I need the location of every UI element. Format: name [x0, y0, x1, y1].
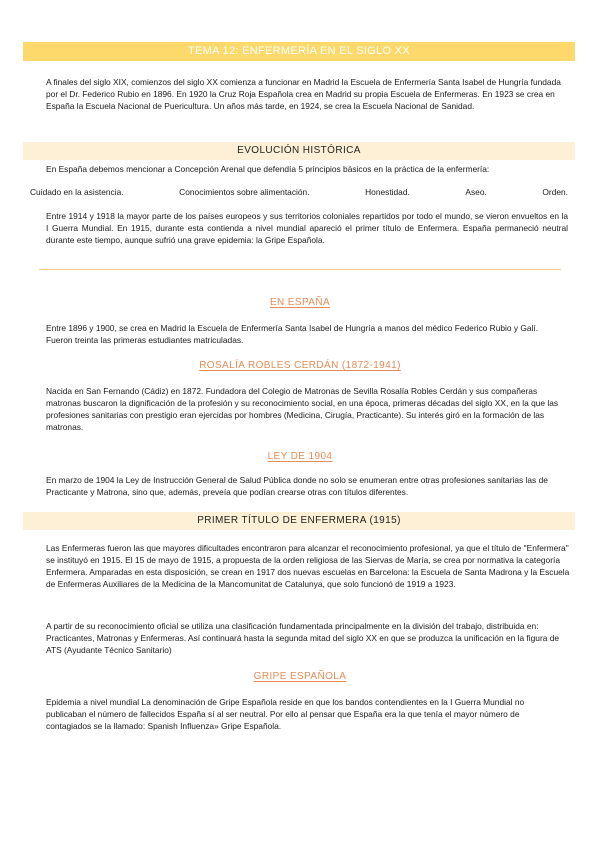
subheading-ley — [0, 450, 600, 463]
subheading-espana — [0, 296, 600, 309]
intro-paragraph: A finales del siglo XIX, comienzos del siglo XX comienza a funcionar en Madrid la Escuela de Enfermería Santa Isabel de Hungría fundada por el Dr. Federico Rubio en 1896. En 1920 la Cruz Roja Española crea en Madrid su propia Escuela de Enfermeras. En 1923 se crea en España la Escuela Nacional de Puericultura. Un años más tarde, en 1924, se crea la Escuela Nacional de Sanidad. — [46, 77, 561, 112]
section-heading-primer-titulo: PRIMER TÍTULO DE ENFERMERA (1915) — [23, 512, 575, 530]
rosalia-body: Nacida en San Fernando (Cádiz) en 1872. Fundadora del Colegio de Matronas de Sevilla Rosalía Robles Cerdán y sus compañeras matronas buscaron la dignificación de la profesión y su reconocimiento social, en una época, primeras décadas del siglo XX, en la que las profesiones sanitarias con prestigio eran ejercidas por hombres (Medicina, Cirugía, Practicante). Su interés giró en la formación de las matronas. — [46, 386, 559, 433]
evolucion-lead: En España debemos mencionar a Concepción Arenal que defendía 5 principios básicos en la práctica de la enfermería: — [46, 164, 490, 174]
espana-body: Entre 1896 y 1900, se crea en Madrid la Escuela de Enfermería Santa Isabel de Hungría a manos del médico Federico Rubio y Galí. Fueron treinta las primeras estudiantes matriculadas. — [46, 323, 539, 346]
principle-item: Cuidado en la asistencia. — [30, 187, 124, 197]
section-divider — [39, 269, 561, 270]
gripe-body: Epidemia a nivel mundial La denominación de Gripe Española reside en que los bandos contendientes en la I Guerra Mundial no publicaban el número de fallecidos España sí al ser neutral. Por ello al pensar que España era la que tenía el mayor número de contagiados se la llamado: Spanish Influenza» Gripe Española. — [46, 697, 525, 732]
principle-item: Honestidad. — [365, 187, 410, 197]
evolucion-body: Entre 1914 y 1918 la mayor parte de los países europeos y sus territorios coloniales repartidos por todo el mundo, se vieron envueltos en la I Guerra Mundial. En 1915, durante esta contienda a nivel mundial apareció el primer título de Enfermera. España permaneció neutral durante este tiempo, aunque sufrió una grave epidemia: la Gripe Española. — [46, 211, 568, 246]
subheading-rosalia-text: ROSALÍA ROBLES CERDÁN (1872-1941) — [199, 360, 401, 371]
subheading-gripe — [0, 670, 600, 683]
subheading-espana-text: EN ESPAÑA — [269, 297, 331, 308]
primer-titulo-body-1: Las Enfermeras fueron las que mayores dificultades encontraron para alcanzar el reconocimiento profesional, ya que el título de "Enfermera" se instituyó en 1915. El 15 de mayo de 1915, a propuesta de la orden religiosa de las Siervas de María, se crea por normativa la categoría Enfermera. Amparadas en esta disposición, se crean en 1917 dos nuevas escuelas en Barcelona: la Escuela de Santa Madrona y la Escuela de Enfermeras Auxiliares de la Medicina de la Mancomunitat de Catalunya, que solo funcionó de 1919 a 1923. — [46, 543, 570, 590]
subheading-gripe-text: GRIPE ESPAÑOLA — [253, 671, 347, 682]
document-title: TEMA 12: ENFERMERÍA EN EL SIGLO XX — [23, 42, 575, 61]
ley-body: En marzo de 1904 la Ley de Instrucción General de Salud Pública donde no solo se enumeran entre otras profesiones sanitarias las de Practicante y Matrona, sino que, además, preveía que podían crearse otras con títulos diferentes. — [46, 475, 548, 498]
primer-titulo-body-2: A partir de su reconocimiento oficial se utiliza una clasificación fundamentada principalmente en la división del trabajo, distribuida en: Practicantes, Matronas y Enfermeras. Así continuará hasta la segunda mitad del siglo XX en que se produzca la unificación en la figura de ATS (Ayudante Técnico Sanitario) — [46, 621, 560, 656]
section-heading-evolucion: EVOLUCIÓN HISTÓRICA — [23, 142, 575, 160]
principles-list — [30, 186, 568, 198]
principle-item: Aseo. — [465, 187, 487, 197]
subheading-rosalia — [0, 359, 600, 372]
principle-item: Orden. — [542, 187, 568, 197]
subheading-ley-text: LEY DE 1904 — [267, 451, 333, 462]
principle-item: Conocimientos sobre alimentación. — [179, 187, 310, 197]
